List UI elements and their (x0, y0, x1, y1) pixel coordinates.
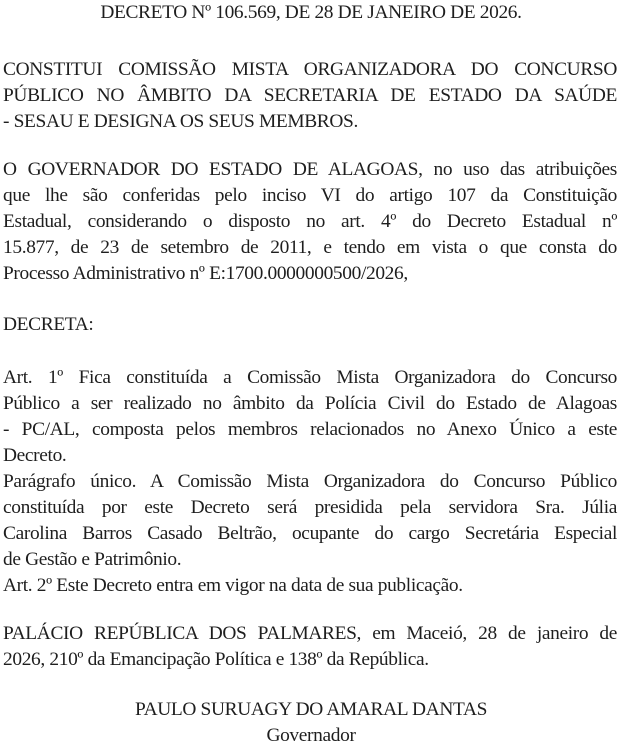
paragrafo-unico (3, 469, 617, 573)
title-line: DECRETO Nº 106.569, DE 28 DE JANEIRO DE 2026. (100, 2, 522, 23)
preamble-line: Estadual, considerando o disposto no art. 4º do Decreto Estadual nº (3, 211, 617, 232)
decree-preamble (3, 157, 617, 287)
article-1-line: Público a ser realizado no âmbito da Polícia Civil do Estado de Alagoas (3, 393, 617, 414)
article-2-line: Art. 2º Este Decreto entra em vigor na data de sua publicação. (3, 575, 463, 596)
article-1-line: Art. 1º Fica constituída a Comissão Mista Organizadora do Concurso (3, 367, 617, 388)
closing-place-date (3, 621, 617, 673)
article-2 (3, 573, 617, 599)
ementa-line: CONSTITUI COMISSÃO MISTA ORGANIZADORA DO CONCURSO (3, 59, 617, 80)
paragrafo-line: Carolina Barros Casado Beltrão, ocupante do cargo Secretária Especial (3, 523, 617, 544)
ementa-line: - SESAU E DESIGNA OS SEUS MEMBROS. (3, 111, 358, 132)
signature-block (0, 697, 622, 749)
preamble-line: 15.877, de 23 de setembro de 2011, e tendo em vista o que consta do (3, 237, 617, 258)
article-1 (3, 365, 617, 469)
decreta-heading (3, 312, 617, 338)
signatory-role: Governador (266, 725, 356, 746)
closing-line: 2026, 210º da Emancipação Política e 138º da República. (3, 649, 429, 670)
preamble-line: O GOVERNADOR DO ESTADO DE ALAGOAS, no uso das atribuições (3, 159, 617, 180)
paragrafo-line: Parágrafo único. A Comissão Mista Organizadora do Concurso Público (3, 471, 617, 492)
paragrafo-line: de Gestão e Patrimônio. (3, 549, 182, 570)
article-1-line: - PC/AL, composta pelos membros relacionados no Anexo Único a este (3, 419, 617, 440)
decree-title (0, 0, 622, 26)
decree-ementa (3, 57, 617, 135)
preamble-line: que lhe são conferidas pelo inciso VI do artigo 107 da Constituição (3, 185, 617, 206)
preamble-line: Processo Administrativo nº E:1700.0000000500/2026, (3, 263, 408, 284)
article-1-line: Decreto. (3, 445, 67, 466)
ementa-line: PÚBLICO NO ÂMBITO DA SECRETARIA DE ESTADO DA SAÚDE (3, 85, 617, 106)
decreta-label: DECRETA: (3, 314, 94, 335)
closing-line: PALÁCIO REPÚBLICA DOS PALMARES, em Maceió, 28 de janeiro de (3, 623, 617, 644)
paragrafo-line: constituída por este Decreto será presidida pela servidora Sra. Júlia (3, 497, 617, 518)
signatory-name: PAULO SURUAGY DO AMARAL DANTAS (134, 699, 488, 720)
